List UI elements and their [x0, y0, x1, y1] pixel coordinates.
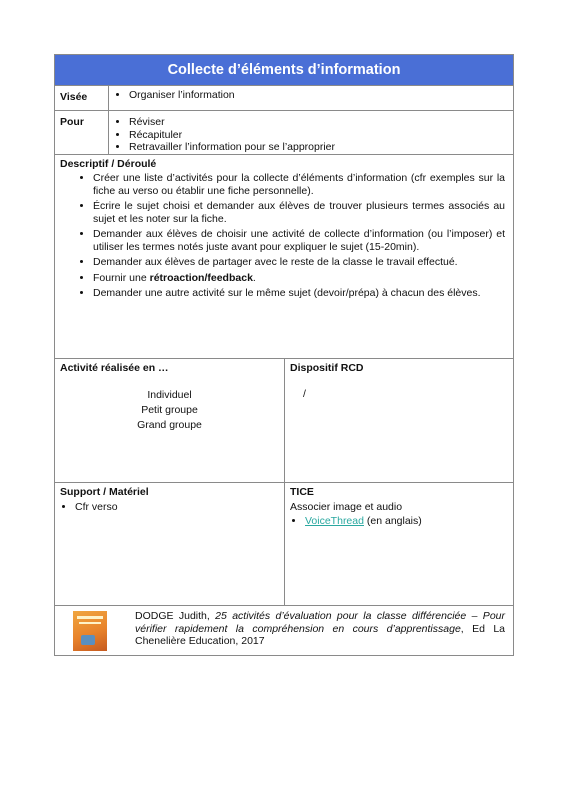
pour-row: [55, 111, 513, 155]
support-label: Support / Matériel: [60, 486, 149, 498]
feedback-bold: rétroaction/feedback: [149, 271, 253, 284]
visee-item: • Organiser l’information: [129, 89, 507, 102]
support-item: • Cfr verso: [75, 501, 284, 514]
visee-row: [55, 86, 513, 111]
reference-work: 25 activités d’évaluation pour la classe différenciée – Pour vérifier rapidement la compréhension en cours d’apprentissage: [135, 610, 505, 635]
activite-label: Activité réalisée en …: [60, 362, 169, 374]
feedback-prefix: Fournir une: [93, 271, 150, 284]
descriptif-item-feedback: [93, 272, 505, 285]
tice-label: TICE: [290, 486, 314, 498]
pour-label: Pour: [55, 111, 109, 154]
support-cell: [55, 483, 284, 605]
dispositif-cell: [284, 359, 513, 482]
activity-sheet: [54, 54, 514, 656]
descriptif-item: • Écrire le sujet choisi et demander aux élèves de trouver plusieurs termes associés au sujet et les noter sur la fiche.: [93, 200, 505, 225]
visee-value: [109, 86, 513, 110]
tice-item: [305, 515, 513, 528]
feedback-suffix: .: [252, 271, 256, 284]
activite-item: Individuel: [147, 389, 192, 401]
dispositif-value: /: [303, 388, 306, 400]
pour-item: • Réviser: [129, 116, 507, 129]
reference-author: DODGE Judith,: [135, 610, 216, 622]
descriptif-item: • Créer une liste d’activités pour la collecte d’éléments d’information (cfr exemples sur la fiche au verso ou établir une fiche personnelle).: [93, 172, 505, 197]
tice-subtitle: Associer image et audio: [290, 501, 403, 513]
reference-row: [55, 606, 513, 655]
reference-publisher: , Ed La Chenelière Education, 2017: [135, 622, 506, 647]
dispositif-label: Dispositif RCD: [290, 362, 364, 374]
visee-label: Visée: [55, 86, 109, 110]
activite-item: Grand groupe: [137, 419, 202, 431]
descriptif-item: • Demander une autre activité sur le même sujet (devoir/prépa) à chacun des élèves.: [93, 287, 505, 300]
voicethread-link[interactable]: VoiceThread: [305, 515, 364, 527]
activite-cell: [55, 359, 284, 482]
tice-cell: [284, 483, 513, 605]
descriptif-item: • Demander aux élèves de partager avec le reste de la classe le travail effectué.: [93, 256, 505, 269]
descriptif-list: [55, 172, 513, 300]
sheet-title: Collecte d’éléments d’information: [55, 55, 513, 86]
activite-item: Petit groupe: [141, 404, 198, 416]
pour-value: [109, 111, 513, 154]
book-cover-image: [73, 611, 107, 651]
pour-item: • Retravailler l’information pour se l’approprier: [129, 141, 507, 154]
tice-link-suffix: (en anglais): [363, 515, 422, 527]
support-row: [55, 483, 513, 606]
tice-list: [285, 515, 513, 528]
pour-item: • Récapituler: [129, 129, 507, 142]
activite-row: [55, 359, 513, 483]
descriptif-item: • Demander aux élèves de choisir une activité de collecte d’information (ou l’imposer) et utiliser les termes notés juste avant pour expliquer le sujet (15-20min).: [93, 228, 505, 253]
descriptif-row: [55, 155, 513, 359]
support-list: [55, 501, 284, 514]
reference-text: [135, 610, 505, 655]
descriptif-label: Descriptif / Déroulé: [60, 158, 157, 170]
activite-list: [55, 388, 284, 433]
